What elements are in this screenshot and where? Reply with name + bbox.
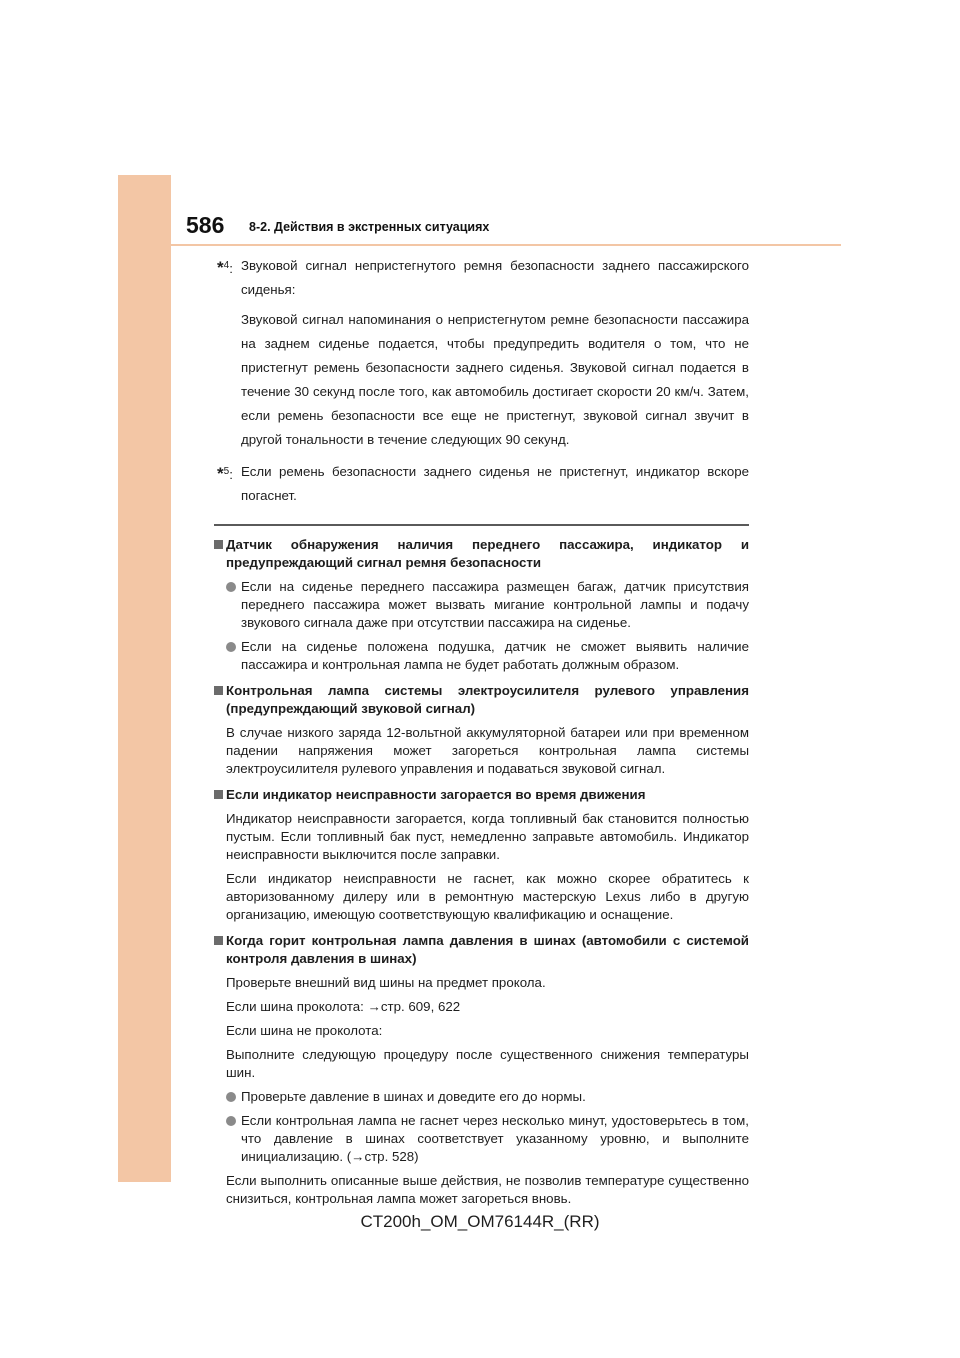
document-code: CT200h_OM_OM76144R_(RR) [360,1212,600,1231]
body-paragraph: Выполните следующую процедуру после существенного снижения температуры шин. [226,1047,749,1080]
body-paragraph: Если шина проколота: →стр. 609, 622 [226,999,461,1014]
footnote-text: Звуковой сигнал непристегнутого ремня безопасности заднего пассажирского сиденья: [241,258,749,297]
bullet-dot-icon [226,1092,236,1102]
body-paragraph: Индикатор неисправности загорается, когда топливный бак становится полностью пустым. Если топливный бак пуст, немедленно заправьте автомобиль. Индикатор неисправности выключится после заправки. [226,811,749,862]
section-divider [214,524,749,526]
footnote-text: Звуковой сигнал напоминания о непристегнутом ремне безопасности пассажира на заднем сиденье подается, чтобы предупредить водителя о том, что не пристегнут ремень безопасности заднего сиденья. Звуковой сигнал подается в течение 30 секунд после того, как автомобиль достигает скорости 20 км/ч. Затем, если ремень безопасности все еще не пристегнут, звуковой сигнал звучит в другой тональности в течение следующих 90 секунд. [241,312,749,447]
bullet-item: Если на сиденье положена подушка, датчик не сможет выявить наличие пассажира и контрольная лампа не будет работать должным образом. [214,638,749,674]
section-title: 8-2. Действия в экстренных ситуациях [249,220,490,234]
heading-square-icon [214,936,223,945]
bullet-dot-icon [226,582,236,592]
bullet-item: Если на сиденье переднего пассажира размещен багаж, датчик присутствия переднего пассажира может вызвать мигание контрольной лампы и подачу звукового сигнала даже при отсутствии пассажира на сиденье. [214,578,749,632]
body-paragraph: В случае низкого заряда 12-вольтной аккумуляторной батареи или при временном падении напряжения может загореться контрольная лампа системы электроусилителя рулевого управления и подаваться звуковой сигнал. [226,725,749,776]
page-number: 586 [186,212,225,238]
body-paragraph: Если шина не проколота: [226,1023,383,1038]
footnote-mark: *$^4$: [217,258,233,277]
chapter-sidebar-tab [118,175,171,1182]
heading-square-icon [214,686,223,695]
section-heading: Если индикатор неисправности загорается во время движения [214,786,749,804]
section-heading: Когда горит контрольная лампа давления в шинах (автомобили с системой контроля давления в шинах) [214,932,749,968]
bullet-dot-icon [226,642,236,652]
body-paragraph: Если индикатор неисправности не гаснет, как можно скорее обратитесь к авторизованному дилеру или в ремонтную мастерскую Lexus либо в другую организацию, имеющую соответствующую квалификацию и оснащение. [226,871,749,922]
body-paragraph: Если выполнить описанные выше действия, не позволив температуре существенно снизиться, контрольная лампа может загореться вновь. [226,1173,749,1206]
heading-square-icon [214,790,223,799]
bullet-item: Проверьте давление в шинах и доведите его до нормы. [214,1088,749,1106]
heading-square-icon [214,540,223,549]
section-heading: Контрольная лампа системы электроусилителя рулевого управления (предупреждающий звуковой сигнал) [214,682,749,718]
footnote-5 [214,460,749,508]
footnote-mark: *$^5$: [217,464,233,483]
bullet-item: Если контрольная лампа не гаснет через несколько минут, удостоверьтесь в том, что давление в шинах соответствует указанному уровню, и выполните инициализацию. (→стр. 528) [214,1112,749,1166]
footnote-4 [214,254,749,452]
header-rule [171,244,841,246]
footnote-text: Если ремень безопасности заднего сиденья не пристегнут, индикатор вскоре погаснет. [241,464,749,503]
body-paragraph: Проверьте внешний вид шины на предмет прокола. [226,975,546,990]
section-heading: Датчик обнаружения наличия переднего пассажира, индикатор и предупреждающий сигнал ремня безопасности [214,536,749,572]
page-content [214,254,749,1208]
bullet-dot-icon [226,1116,236,1126]
